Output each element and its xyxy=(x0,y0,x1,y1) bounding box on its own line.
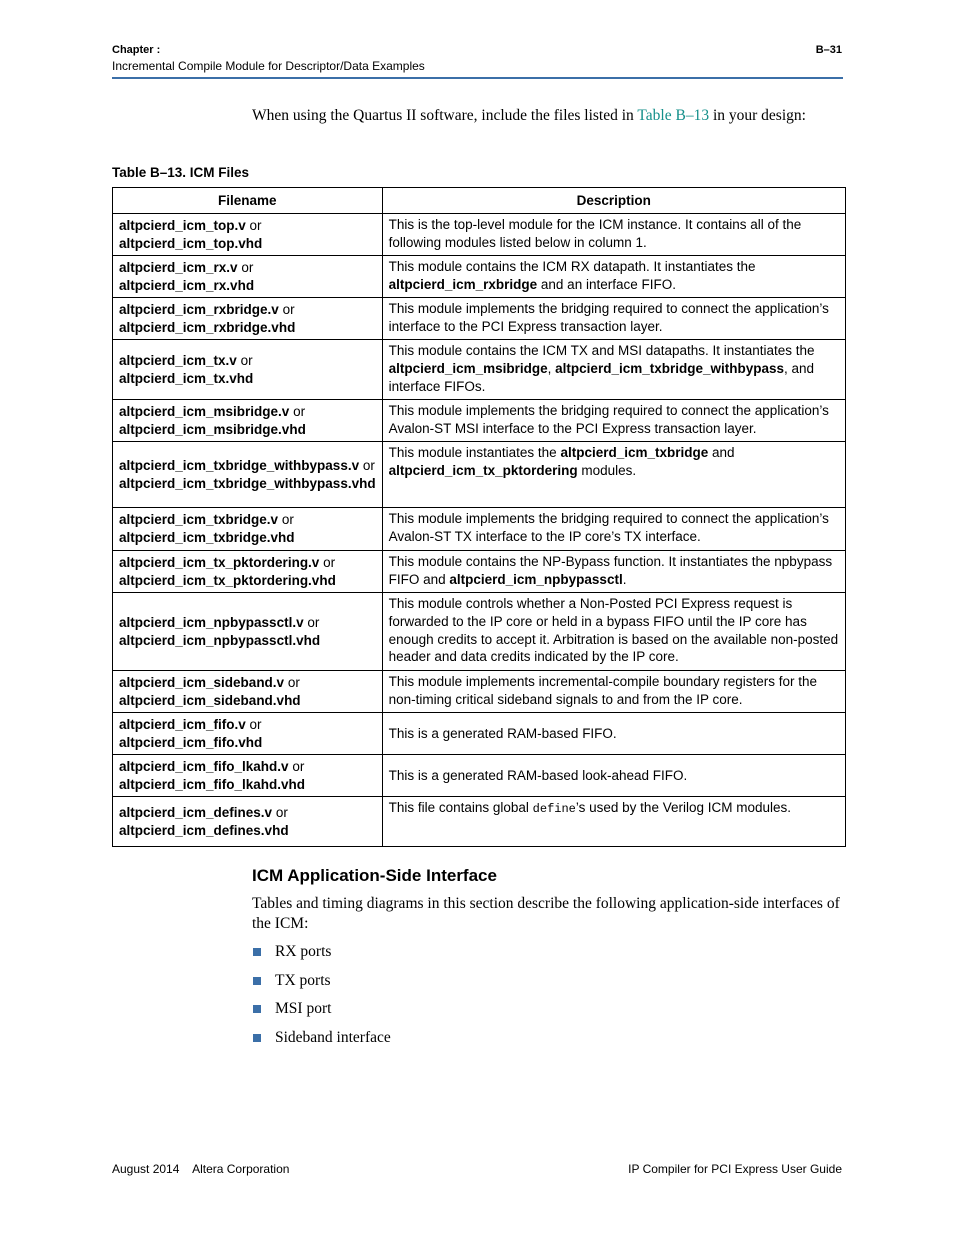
filename-cell xyxy=(113,755,383,797)
header-description: Description xyxy=(382,188,845,214)
description-cell xyxy=(382,551,845,593)
description-text: ’s used by the Verilog ICM modules. xyxy=(575,800,792,815)
module-name: altpcierd_icm_msibridge xyxy=(388,360,548,376)
verilog-filename: altpcierd_icm_tx_pktordering.v xyxy=(119,554,320,570)
filename-cell xyxy=(113,797,383,847)
description-cell xyxy=(382,340,845,400)
table-row xyxy=(113,400,846,442)
description-text: This module implements the bridging required to connect the application’s interface to the PCI Express transaction layer. xyxy=(388,301,829,334)
page-header xyxy=(112,42,842,74)
vhdl-filename: altpcierd_icm_top.vhd xyxy=(119,235,263,251)
table-row xyxy=(113,593,846,671)
chapter-label: Chapter : xyxy=(112,44,161,56)
list-item-label: TX ports xyxy=(275,971,331,989)
description-text: modules. xyxy=(577,462,637,478)
filename-cell xyxy=(113,551,383,593)
vhdl-filename: altpcierd_icm_rxbridge.vhd xyxy=(119,319,296,335)
vhdl-filename: altpcierd_icm_defines.vhd xyxy=(119,822,289,838)
description-cell xyxy=(382,442,845,508)
description-cell xyxy=(382,508,845,551)
description-text: and an interface FIFO. xyxy=(537,276,676,292)
verilog-filename: altpcierd_icm_defines.v xyxy=(119,804,273,820)
or-word: or xyxy=(278,512,294,528)
description-text: This module implements the bridging required to connect the application’s Avalon-ST TX interface to the IP core’s TX interface. xyxy=(388,511,829,544)
vhdl-filename: altpcierd_icm_npbypassctl.vhd xyxy=(119,632,321,648)
verilog-filename: altpcierd_icm_fifo_lkahd.v xyxy=(119,758,289,774)
table-row xyxy=(113,340,846,400)
or-word: or xyxy=(319,554,336,570)
module-name: altpcierd_icm_txbridge xyxy=(560,445,709,460)
list-item xyxy=(252,971,391,1000)
vhdl-filename: altpcierd_icm_txbridge_withbypass.vhd xyxy=(119,475,376,491)
description-text: This is the top-level module for the ICM instance. It contains all of the following modules listed below in column 1. xyxy=(388,217,802,250)
description-cell xyxy=(382,797,845,847)
description-cell xyxy=(382,256,845,298)
vhdl-filename: altpcierd_icm_tx.vhd xyxy=(119,370,254,386)
description-cell xyxy=(382,400,845,442)
code-term: define xyxy=(532,802,576,816)
filename-cell xyxy=(113,298,383,340)
intro-text-after: in your design: xyxy=(709,107,806,124)
intro-text-before: When using the Quartus II software, include the files listed in xyxy=(252,107,638,124)
verilog-filename: altpcierd_icm_tx.v xyxy=(119,352,237,368)
verilog-filename: altpcierd_icm_top.v xyxy=(119,217,246,233)
vhdl-filename: altpcierd_icm_fifo.vhd xyxy=(119,734,263,750)
square-bullet-icon xyxy=(253,1005,261,1013)
description-text: This is a generated RAM-based look-ahead FIFO. xyxy=(388,767,688,783)
table-caption: Table B–13. ICM Files xyxy=(112,165,250,180)
section-title: ICM Application-Side Interface xyxy=(252,866,497,885)
list-item-label: MSI port xyxy=(275,1000,332,1018)
filename-cell xyxy=(113,214,383,256)
verilog-filename: altpcierd_icm_msibridge.v xyxy=(119,403,290,419)
page-footer xyxy=(112,1162,842,1176)
page-number: B–31 xyxy=(815,44,842,56)
description-text: This module implements the bridging required to connect the application’s Avalon-ST MSI interface to the PCI Express transaction layer. xyxy=(388,403,829,436)
square-bullet-icon xyxy=(253,1034,261,1042)
table-body xyxy=(113,214,846,847)
icm-files-table xyxy=(112,187,846,847)
or-word: or xyxy=(245,217,262,233)
table-row xyxy=(113,256,846,298)
or-word: or xyxy=(289,403,306,419)
description-cell xyxy=(382,755,845,797)
footer-right: IP Compiler for PCI Express User Guide xyxy=(628,1162,842,1176)
verilog-filename: altpcierd_icm_npbypassctl.v xyxy=(119,614,304,630)
or-word: or xyxy=(237,259,254,275)
square-bullet-icon xyxy=(253,977,261,985)
description-cell xyxy=(382,214,845,256)
header-rule xyxy=(112,77,843,79)
filename-cell xyxy=(113,442,383,508)
description-text: . xyxy=(622,571,627,587)
list-item xyxy=(252,942,391,971)
verilog-filename: altpcierd_icm_sideband.v xyxy=(119,674,285,690)
table-row xyxy=(113,671,846,713)
filename-cell xyxy=(113,256,383,298)
description-text: This module controls whether a Non-Posted PCI Express request is forwarded to the IP core or held in a bypass FIFO until the IP core has enough credits to accept it. Arbitration is based on the available non-posted header and data credits indicated by the IP core. xyxy=(388,596,839,665)
or-word: or xyxy=(284,674,300,690)
description-text: This file contains global xyxy=(388,800,533,815)
filename-cell xyxy=(113,508,383,551)
section-paragraph: Tables and timing diagrams in this section describe the following application-side interfaces of the ICM: xyxy=(252,895,840,932)
list-item-label: RX ports xyxy=(275,943,332,960)
or-word: or xyxy=(303,614,320,630)
description-text: This module instantiates the xyxy=(388,445,561,460)
table-row xyxy=(113,298,846,340)
interface-list xyxy=(252,942,391,1057)
or-word: or xyxy=(359,457,375,473)
header-filename: Filename xyxy=(113,188,383,214)
verilog-filename: altpcierd_icm_rx.v xyxy=(119,259,238,275)
description-cell xyxy=(382,593,845,671)
module-name: altpcierd_icm_txbridge_withbypass xyxy=(555,360,784,376)
verilog-filename: altpcierd_icm_txbridge_withbypass.v xyxy=(119,457,360,473)
module-name: altpcierd_icm_rxbridge xyxy=(388,276,538,292)
square-bullet-icon xyxy=(253,948,261,956)
vhdl-filename: altpcierd_icm_sideband.vhd xyxy=(119,692,301,708)
vhdl-filename: altpcierd_icm_rx.vhd xyxy=(119,277,255,293)
table-row xyxy=(113,755,846,797)
description-text: This module implements incremental-compile boundary registers for the non-timing critical sideband signals to and from the IP core. xyxy=(388,674,818,707)
table-link[interactable]: Table B–13 xyxy=(637,107,710,124)
or-word: or xyxy=(272,804,288,820)
vhdl-filename: altpcierd_icm_msibridge.vhd xyxy=(119,421,306,437)
filename-cell xyxy=(113,593,383,671)
description-text: This module contains the NP-Bypass function. It instantiates the npbypass FIFO and xyxy=(388,554,833,587)
filename-cell xyxy=(113,400,383,442)
description-text: This module contains the ICM RX datapath. It instantiates the xyxy=(388,259,756,274)
table-row xyxy=(113,508,846,551)
list-item xyxy=(252,1028,391,1057)
vhdl-filename: altpcierd_icm_tx_pktordering.vhd xyxy=(119,572,336,588)
list-item-label: Sideband interface xyxy=(275,1029,391,1047)
description-text: This is a generated RAM-based FIFO. xyxy=(388,725,617,741)
description-text: , and interface FIFOs. xyxy=(388,360,815,394)
vhdl-filename: altpcierd_icm_txbridge.vhd xyxy=(119,530,295,545)
table-row xyxy=(113,551,846,593)
table-row xyxy=(113,797,846,847)
footer-left: August 2014 Altera Corporation xyxy=(112,1162,290,1176)
description-text: , xyxy=(547,360,556,376)
intro-paragraph xyxy=(252,106,842,126)
or-word: or xyxy=(278,301,295,317)
or-word: or xyxy=(245,716,262,732)
or-word: or xyxy=(288,758,305,774)
description-text: and xyxy=(708,445,735,460)
description-text: This module contains the ICM TX and MSI datapaths. It instantiates the xyxy=(388,343,815,358)
description-cell xyxy=(382,713,845,755)
or-word: or xyxy=(236,352,253,368)
table-row xyxy=(113,713,846,755)
verilog-filename: altpcierd_icm_fifo.v xyxy=(119,716,246,732)
verilog-filename: altpcierd_icm_rxbridge.v xyxy=(119,301,279,317)
filename-cell xyxy=(113,340,383,400)
vhdl-filename: altpcierd_icm_fifo_lkahd.vhd xyxy=(119,776,306,792)
table-row xyxy=(113,214,846,256)
module-name: altpcierd_icm_tx_pktordering xyxy=(388,462,578,478)
table-header-row xyxy=(113,188,846,214)
verilog-filename: altpcierd_icm_txbridge.v xyxy=(119,512,279,528)
module-name: altpcierd_icm_npbypassctl xyxy=(449,571,623,587)
description-cell xyxy=(382,298,845,340)
filename-cell xyxy=(113,713,383,755)
filename-cell xyxy=(113,671,383,713)
table-row xyxy=(113,442,846,508)
description-cell xyxy=(382,671,845,713)
chapter-subtitle: Incremental Compile Module for Descriptor/Data Examples xyxy=(112,59,425,73)
list-item xyxy=(252,999,391,1028)
